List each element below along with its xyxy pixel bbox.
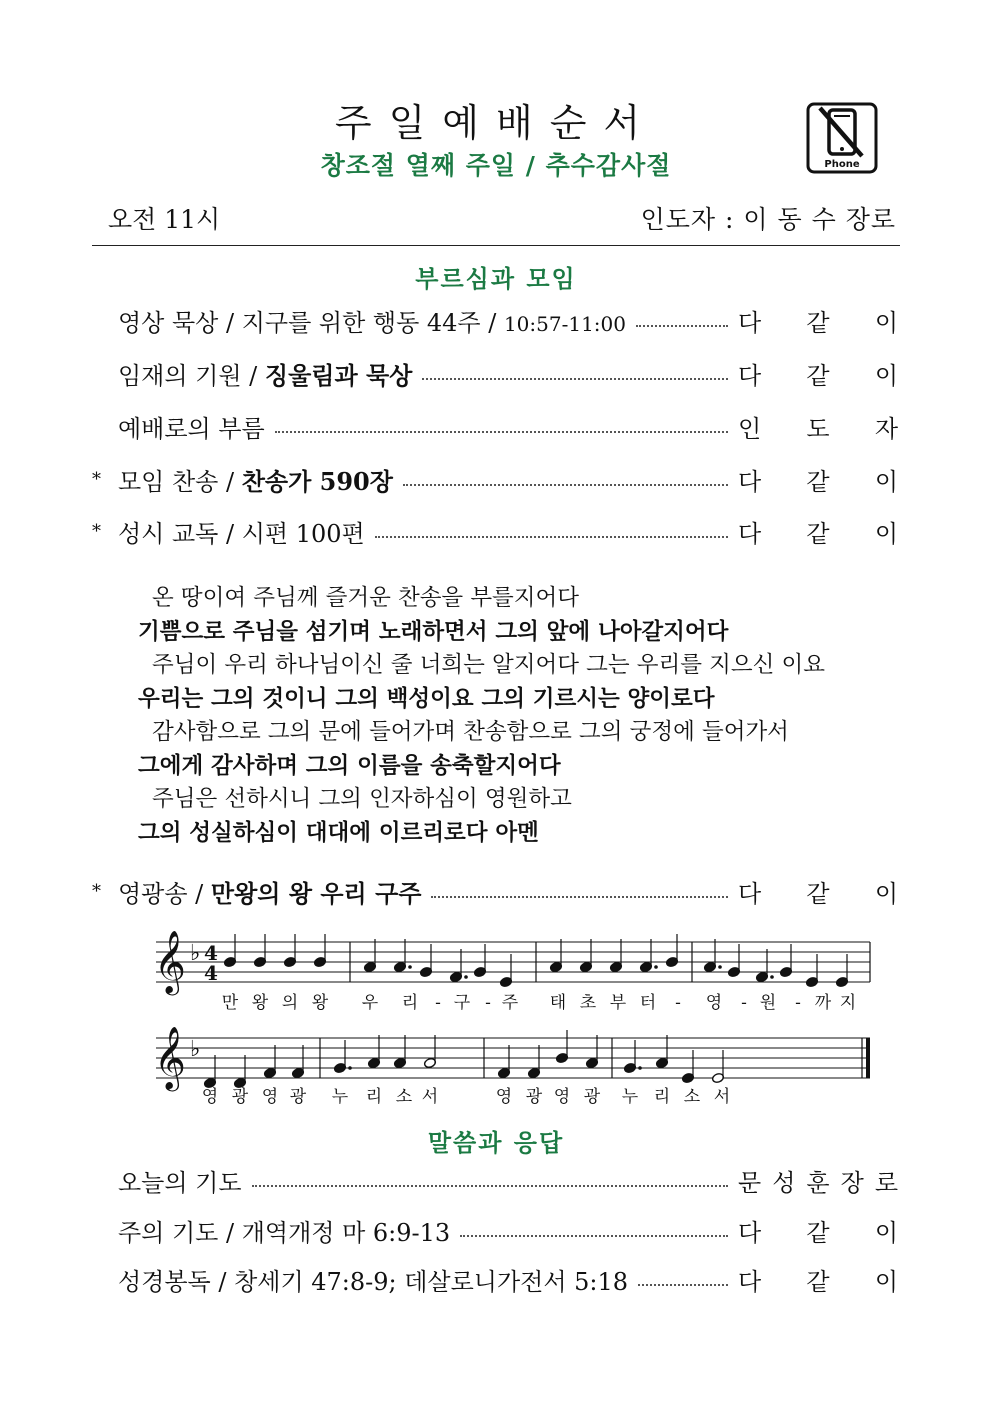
lyric-syllable: 터 (639, 993, 657, 1013)
row-label: 영광송 / 만왕의 왕 우리 구주 (118, 878, 422, 908)
lyric-syllable: 왕 (311, 993, 329, 1013)
lyric-syllable: - (675, 993, 681, 1013)
row-who: 다 같 이 (738, 361, 898, 390)
header-divider (92, 245, 900, 246)
row-label: 임재의 기원 / 징울림과 묵상 (118, 360, 413, 390)
lyric-syllable: 태 (549, 993, 567, 1013)
reading-line-congregation: 기쁨으로 주님을 섬기며 노래하면서 그의 앞에 나아갈지어다 (138, 619, 729, 645)
reading-line-congregation: 그에게 감사하며 그의 이름을 송축할지어다 (138, 753, 561, 779)
flat-sign: ♭ (190, 1037, 201, 1062)
lyric-syllable: 영 (495, 1087, 513, 1107)
row-label: 성시 교독 / 시편 100편 (118, 519, 365, 548)
row-leader-dots (431, 896, 728, 898)
note-dot (654, 965, 658, 969)
lyric-syllable: 서 (713, 1087, 731, 1107)
time-signature-top: 4 (204, 941, 218, 965)
lyric-syllable: 광 (231, 1087, 249, 1107)
lyric-syllable: 서 (421, 1087, 439, 1107)
treble-clef: 𝄞 (154, 930, 186, 993)
row-leader-dots (275, 431, 728, 433)
reading-line-leader: 주님이 우리 하나님이신 줄 너희는 알지어다 그는 우리를 지으신 이요 (152, 652, 825, 678)
row-who: 다 같 이 (738, 519, 898, 548)
row-label: 모임 찬송 / 찬송가 590장 (118, 466, 393, 496)
order-row (92, 1213, 898, 1247)
lyric-syllable: 왕 (251, 993, 269, 1013)
lyric-syllable: 부 (609, 993, 627, 1013)
row-leader-dots (422, 378, 728, 380)
reading-line-leader: 온 땅이여 주님께 즐거운 찬송을 부를지어다 (152, 585, 579, 611)
no-phone-icon (806, 102, 878, 174)
lyric-syllable: 영 (261, 1087, 279, 1107)
lyric-syllable: - (485, 993, 491, 1013)
page-subtitle: 창조절 열째 주일 / 추수감사절 (320, 151, 672, 180)
section-title-calling: 부르심과 모임 (415, 265, 577, 293)
lyric-syllable: 만 (221, 993, 239, 1013)
row-who: 다 같 이 (738, 1267, 898, 1296)
staff-line-1 (154, 930, 870, 1013)
leader-name: 이 동 수 장로 (743, 205, 896, 234)
final-bar (866, 1038, 870, 1078)
lyric-syllable: 리 (653, 1087, 671, 1107)
lyric-syllable: 광 (289, 1087, 307, 1107)
row-who: 다 같 이 (738, 467, 898, 496)
phone-label: Phone (824, 159, 860, 170)
order-row (92, 1163, 898, 1197)
lyric-syllable: 광 (583, 1087, 601, 1107)
row-who: 다 같 이 (738, 879, 898, 908)
lyric-syllable: 소 (683, 1087, 701, 1107)
lyric-syllable: 초 (579, 993, 597, 1013)
service-leader (641, 200, 896, 236)
asterisk-mark: * (92, 520, 101, 542)
flat-sign: ♭ (190, 941, 201, 966)
lyric-syllable: 누 (331, 1087, 349, 1107)
row-label: 주의 기도 / 개역개정 마 6:9-13 (118, 1218, 451, 1247)
note-dot (638, 1066, 642, 1070)
row-label: 예배로의 부름 (118, 414, 265, 443)
note-dot (718, 965, 722, 969)
lyric-syllable: - (741, 993, 747, 1013)
order-row (92, 874, 898, 908)
row-leader-dots (252, 1185, 728, 1187)
row-label: 성경봉독 / 창세기 47:8-9; 데살로니가전서 5:18 (118, 1267, 629, 1296)
staff-line-2 (154, 1026, 870, 1107)
note-dot (348, 1066, 352, 1070)
order-row (92, 462, 898, 496)
row-who: 다 같 이 (738, 1218, 898, 1247)
section-title-word: 말씀과 응답 (427, 1129, 565, 1157)
row-who: 다 같 이 (738, 308, 898, 337)
note-dot (770, 975, 774, 979)
row-label: 오늘의 기도 (118, 1168, 242, 1197)
lyric-syllable: 원 (759, 993, 777, 1013)
row-who: 문 성 훈 장 로 (738, 1168, 898, 1197)
lyric-syllable: 주 (501, 993, 519, 1013)
lyric-syllable: 소 (395, 1087, 413, 1107)
row-leader-dots (636, 325, 728, 327)
lyric-syllable: - (435, 993, 441, 1013)
note-dot (464, 975, 468, 979)
order-row (92, 356, 898, 390)
leader-label: 인도자 : (640, 205, 735, 234)
lyric-syllable: 구 (453, 993, 471, 1013)
row-leader-dots (460, 1235, 728, 1237)
reading-line-congregation: 우리는 그의 것이니 그의 백성이요 그의 기르시는 양이로다 (138, 686, 715, 712)
lyric-syllable: 까 (814, 993, 832, 1013)
lyric-syllable: 광 (525, 1087, 543, 1107)
lyric-syllable: 영 (553, 1087, 571, 1107)
asterisk-mark: * (92, 880, 101, 902)
note-dot (408, 965, 412, 969)
row-label: 영상 묵상 / 지구를 위한 행동 44주 / 10:57-11:00 (118, 308, 626, 337)
order-row (92, 409, 898, 443)
lyric-syllable: 지 (839, 993, 857, 1013)
lyric-syllable: 리 (365, 1087, 383, 1107)
lyric-syllable: 영 (201, 1087, 219, 1107)
row-leader-dots (403, 484, 728, 486)
order-row (92, 1262, 898, 1296)
row-leader-dots (375, 536, 728, 538)
row-who: 인 도 자 (738, 414, 898, 443)
page-title: 주일예배순서 (334, 101, 658, 145)
service-time: 오전 11시 (108, 205, 221, 234)
reading-line-congregation: 그의 성실하심이 대대에 이르리로다 아멘 (138, 820, 539, 846)
reading-line-leader: 감사함으로 그의 문에 들어가며 찬송함으로 그의 궁정에 들어가서 (152, 719, 789, 745)
treble-clef: 𝄞 (154, 1026, 186, 1089)
lyric-syllable: 누 (621, 1087, 639, 1107)
reading-line-leader: 주님은 선하시니 그의 인자하심이 영원하고 (152, 786, 572, 812)
lyric-syllable: 영 (705, 993, 723, 1013)
order-row (92, 514, 898, 548)
lyric-syllable: - (795, 993, 801, 1013)
asterisk-mark: * (92, 468, 101, 490)
lyric-syllable: 우 (361, 993, 379, 1013)
music-score (148, 928, 878, 1113)
row-leader-dots (638, 1284, 728, 1286)
order-row (92, 303, 898, 337)
time-signature-bottom: 4 (204, 961, 218, 985)
lyric-syllable: 리 (401, 993, 419, 1013)
lyric-syllable: 의 (281, 993, 299, 1013)
